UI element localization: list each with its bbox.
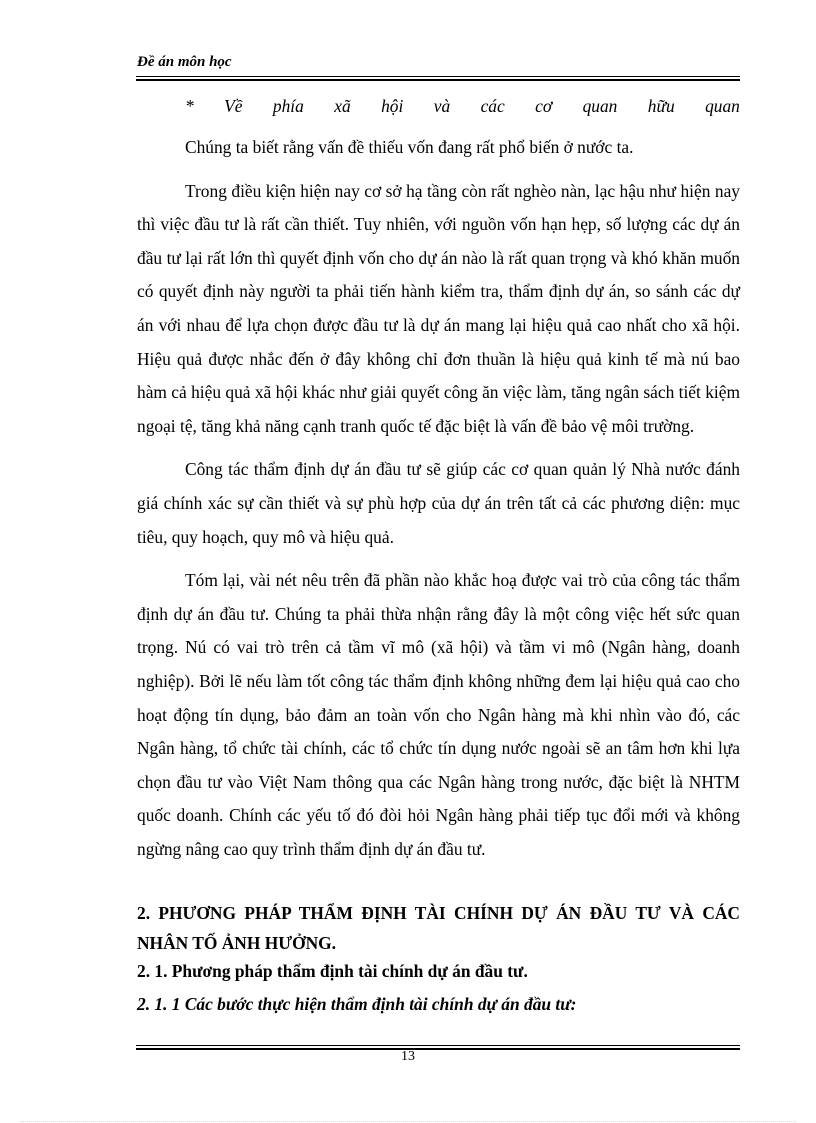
star-word: hữu: [647, 96, 675, 116]
star-word: và: [433, 96, 451, 116]
paragraph-1: Chúng ta biết rằng vấn đề thiếu vốn đang rất phổ biến ở nước ta.: [185, 137, 634, 157]
subsubsection-heading: 2. 1. 1 Các bước thực hiện thẩm định tài chính dự án đầu tư:: [137, 994, 577, 1014]
star-word: quan: [705, 96, 740, 116]
page-number: 13: [401, 1049, 415, 1064]
star-word: quan: [582, 96, 618, 116]
header-rule-bottom: [136, 79, 740, 81]
subsection-heading: 2. 1. Phương pháp thẩm định tài chính dự án đầu tư.: [137, 961, 528, 981]
star-word: Về: [224, 96, 243, 116]
body-text: [137, 131, 740, 866]
header-rule-top: [136, 76, 740, 77]
star-word: *: [185, 96, 194, 116]
paragraph-3: Công tác thẩm định dự án đầu tư sẽ giúp các cơ quan quản lý Nhà nước đánh giá chính xác sự cần thiết và sự phù hợp của dự án trên tất cả các phương diện: mục tiêu, quy hoạch, quy mô và hiệu quả.: [137, 459, 740, 547]
section-heading: 2. PHƯƠNG PHÁP THẨM ĐỊNH TÀI CHÍNH DỰ ÁN ĐẦU TƯ VÀ CÁC NHÂN TỐ ẢNH HƯỞNG.: [137, 903, 740, 953]
paragraph-2: Trong điều kiện hiện nay cơ sở hạ tầng còn rất nghèo nàn, lạc hậu như hiện nay thì việc đầu tư là rất cần thiết. Tuy nhiên, với nguồn vốn hạn hẹp, số lượng các dự án đầu tư lại rất lớn thì quyết định vốn cho dự án nào là rất quan trọng và khó khăn muốn có quyết định này người ta phải tiến hành kiểm tra, thẩm định dự án, so sánh các dự án với nhau để lựa chọn được đầu tư là dự án mang lại hiệu quả cao nhất cho xã hội. Hiệu quả được nhắc đến ở đây không chỉ đơn thuần là hiệu quả kinh tế mà nú bao hàm cả hiệu quả xã hội khác như giải quyết công ăn việc làm, tăng ngân sách tiết kiệm ngoại tệ, tăng khả năng cạnh tranh quốc tế đặc biệt là vấn đề bảo vệ môi trường.: [137, 180, 740, 436]
page-edge-dotted-line: [20, 1121, 796, 1122]
star-word: phía: [272, 96, 304, 116]
star-line: [185, 92, 740, 120]
header-title: Đề án môn học: [137, 54, 232, 70]
star-word: hội: [381, 96, 404, 116]
star-word: các: [480, 96, 505, 116]
footer-rule-top: [136, 1045, 740, 1046]
star-word: cơ: [535, 96, 553, 116]
paragraph-4: Tóm lại, vài nét nêu trên đã phần nào khắc hoạ được vai trò của công tác thẩm định dự án đầu tư. Chúng ta phải thừa nhận rằng đây là một công việc hết sức quan trọng. Nú có vai trò trên cả tầm vĩ mô (xã hội) và tầm vi mô (Ngân hàng, doanh nghiệp). Bởi lẽ nếu làm tốt công tác thẩm định không những đem lại hiệu quả cao cho hoạt động tín dụng, bảo đảm an toàn vốn cho Ngân hàng mà khi nhìn vào đó, các Ngân hàng, tổ chức tài chính, các tổ chức tín dụng nước ngoài sẽ an tâm hơn khi lựa chọn đầu tư vào Việt Nam thông qua các Ngân hàng trong nước, đặc biệt là NHTM quốc doanh. Chính các yếu tố đó đòi hỏi Ngân hàng phải tiếp tục đổi mới và không ngừng nâng cao quy trình thẩm định dự án đầu tư.: [137, 570, 740, 859]
star-word: xã: [334, 96, 351, 116]
